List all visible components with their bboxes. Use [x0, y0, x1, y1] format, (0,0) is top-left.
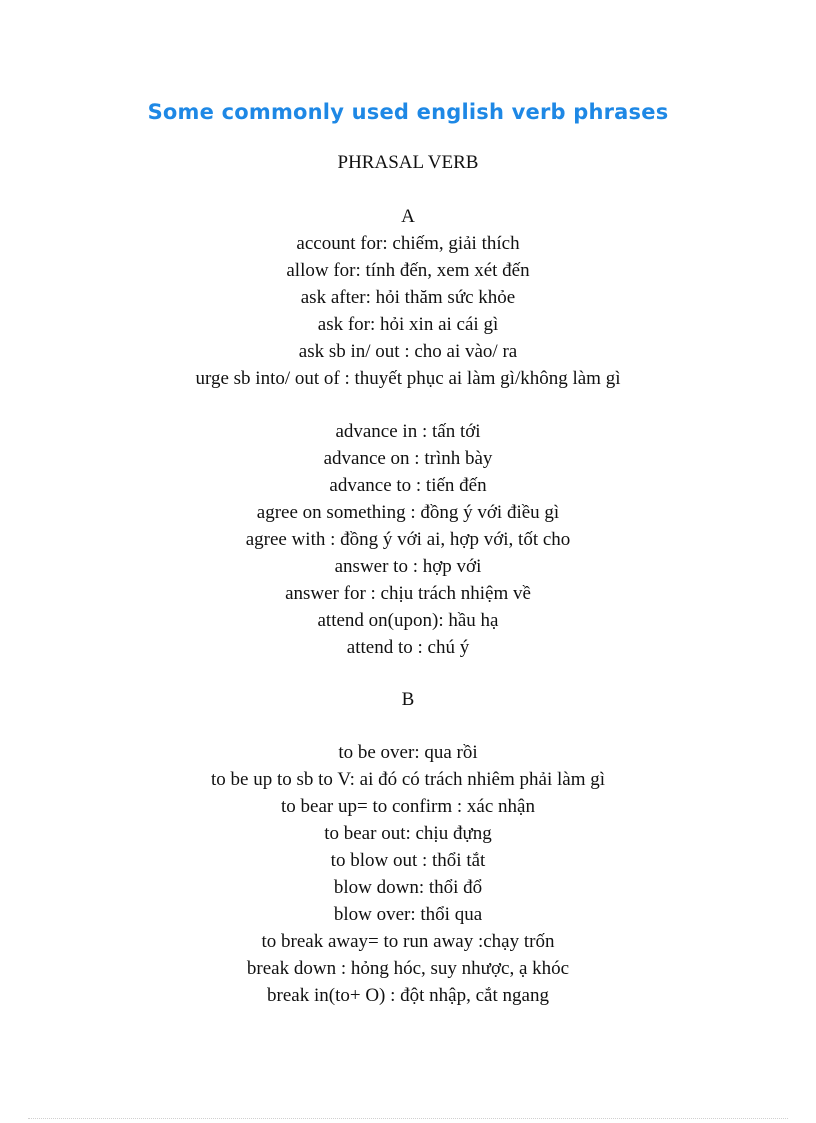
phrase-line: break in(to+ O) : đột nhập, cắt ngang [267, 985, 549, 1006]
phrase-line: advance on : trình bày [323, 448, 493, 469]
phrase-line: to be up to sb to V: ai đó có trách nhiêm phải làm gì [211, 769, 605, 790]
phrase-line: to blow out : thổi tắt [330, 850, 486, 871]
phrase-line: agree on something : đồng ý với điều gì [256, 502, 560, 523]
phrase-line: advance in : tấn tới [335, 421, 481, 442]
phrase-line: advance to : tiến đến [329, 475, 487, 496]
phrase-line: blow down: thổi đổ [333, 877, 483, 898]
phrase-line: answer to : hợp với [334, 556, 482, 577]
page-bottom-divider [28, 1118, 788, 1119]
document-title: Some commonly used english verb phrases [147, 100, 669, 124]
phrase-line: attend to : chú ý [346, 637, 470, 658]
section-b [0, 739, 816, 1009]
section-a-group-2 [0, 418, 816, 661]
section-b-heading [0, 686, 816, 713]
phrase-line: ask after: hỏi thăm sức khỏe [300, 287, 516, 308]
section-a-letter: A [401, 206, 415, 227]
phrase-line: attend on(upon): hầu hạ [317, 610, 499, 631]
phrase-line: ask sb in/ out : cho ai vào/ ra [298, 341, 518, 362]
phrase-line: urge sb into/ out of : thuyết phục ai làm gì/không làm gì [195, 368, 621, 389]
phrase-line: allow for: tính đến, xem xét đến [286, 260, 530, 281]
phrase-line: to break away= to run away :chạy trốn [261, 931, 555, 952]
phrase-line: blow over: thổi qua [333, 904, 483, 925]
phrase-line: answer for : chịu trách nhiệm về [285, 583, 531, 604]
section-b-letter: B [401, 689, 415, 710]
section-a [0, 203, 816, 392]
phrase-line: to bear up= to confirm : xác nhận [281, 796, 535, 817]
phrase-line: ask for: hỏi xin ai cái gì [317, 314, 499, 335]
phrase-line: break down : hỏng hóc, suy nhược, ạ khóc [246, 958, 570, 979]
phrase-line: agree with : đồng ý với ai, hợp với, tốt cho [245, 529, 571, 550]
phrase-line: to be over: qua rồi [338, 742, 478, 763]
phrase-line: to bear out: chịu đựng [324, 823, 492, 844]
document-subtitle: PHRASAL VERB [337, 152, 479, 173]
phrase-line: account for: chiếm, giải thích [296, 233, 520, 254]
